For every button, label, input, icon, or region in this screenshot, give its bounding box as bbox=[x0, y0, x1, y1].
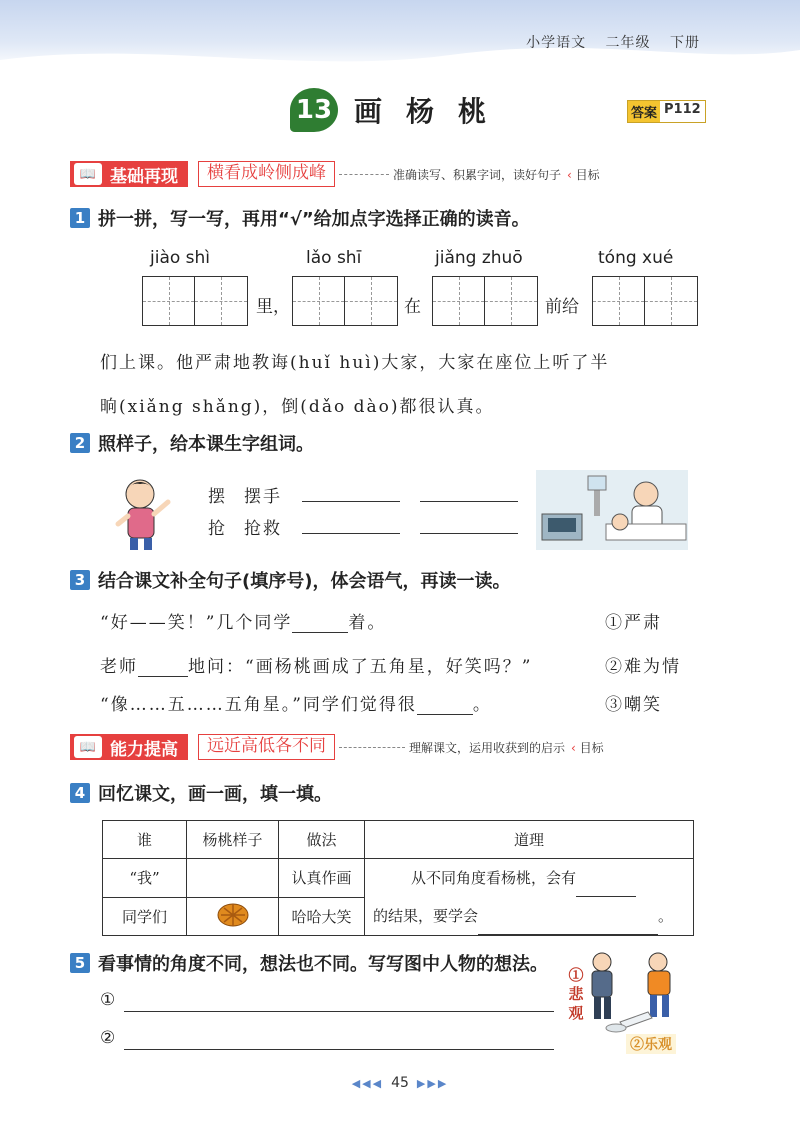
section-advanced-subtitle: 远近高低各不同 bbox=[198, 734, 335, 760]
star-fruit-icon bbox=[213, 899, 253, 929]
writing-grid-2[interactable] bbox=[292, 276, 398, 326]
q5-answer-line[interactable] bbox=[124, 994, 554, 1012]
divider bbox=[339, 174, 389, 175]
optimism-label: ②乐观 bbox=[626, 1034, 676, 1054]
book-icon: 📖 bbox=[74, 736, 102, 758]
question-1-prompt: 拼一拼，写一写，再用“√”给加点字选择正确的读音。 bbox=[98, 209, 530, 230]
goal-tag: ‹ 目标 bbox=[571, 740, 604, 755]
grid-cell[interactable] bbox=[485, 277, 537, 325]
table-cell-who: “我” bbox=[103, 859, 187, 898]
section-basic bbox=[70, 160, 600, 188]
grid-cell[interactable] bbox=[293, 277, 345, 325]
right-arrows-icon: ▶▶▶ bbox=[416, 1077, 449, 1090]
table-cell-who: 同学们 bbox=[103, 897, 187, 936]
q3-sentence-2-end: 地问：“画杨桃画成了五角星，好笑吗？” bbox=[188, 657, 533, 677]
section-advanced-badge bbox=[70, 734, 188, 760]
q2-blank[interactable] bbox=[420, 516, 518, 534]
question-number: 3 bbox=[70, 570, 90, 590]
connector-3: 前给 bbox=[545, 297, 579, 317]
q3-option-1: ①严肃 bbox=[605, 613, 662, 633]
q2-char-1: 摆 bbox=[208, 487, 227, 507]
page-number-footer bbox=[0, 1075, 800, 1091]
section-basic-goal: 准确读写、积累字词，读好句子 bbox=[393, 167, 562, 182]
hospital-illustration bbox=[536, 470, 688, 550]
question-3-prompt: 结合课文补全句子(填序号)，体会语气，再读一读。 bbox=[98, 571, 511, 592]
left-arrows-icon: ◀◀◀ bbox=[351, 1077, 384, 1090]
q3-blank[interactable] bbox=[417, 697, 473, 715]
lesson-number: 13 bbox=[290, 88, 338, 132]
table-header: 谁 bbox=[103, 821, 187, 859]
q3-sentence-3-start: “像……五……五角星。”同学们觉得很 bbox=[100, 695, 417, 715]
book-name: 小学语文 bbox=[526, 35, 587, 51]
grid-cell[interactable] bbox=[345, 277, 397, 325]
connector-1: 里， bbox=[256, 297, 290, 317]
q2-blank[interactable] bbox=[302, 484, 400, 502]
q3-option-2: ②难为情 bbox=[605, 657, 681, 677]
answer-reference bbox=[627, 100, 706, 123]
book-volume: 下册 bbox=[670, 35, 700, 51]
q3-sentence-1-start: “好——笑！”几个同学 bbox=[100, 613, 293, 633]
reason-text-1: 从不同角度看杨桃，会有 bbox=[411, 869, 577, 887]
writing-grid-4[interactable] bbox=[592, 276, 698, 326]
question-number: 5 bbox=[70, 953, 90, 973]
question-2-heading bbox=[70, 430, 314, 456]
table-header: 做法 bbox=[279, 821, 365, 859]
writing-grid-3[interactable] bbox=[432, 276, 538, 326]
section-basic-title: 基础再现 bbox=[110, 166, 178, 187]
q2-example-2: 抢救 bbox=[244, 519, 282, 539]
table-cell-action: 认真作画 bbox=[279, 859, 365, 898]
reason-end: 。 bbox=[658, 907, 674, 925]
connector-2: 在 bbox=[404, 297, 421, 317]
table-cell-reason bbox=[365, 859, 694, 936]
question-2-prompt: 照样子，给本课生字组词。 bbox=[98, 434, 314, 455]
q3-sentence-2 bbox=[100, 652, 532, 677]
q2-char-2: 抢 bbox=[208, 519, 227, 539]
question-4-prompt: 回忆课文，画一画，填一填。 bbox=[98, 784, 332, 805]
question-number: 2 bbox=[70, 433, 90, 453]
section-basic-subtitle: 横看成岭侧成峰 bbox=[198, 161, 335, 187]
goal-tag-label: 目标 bbox=[575, 167, 600, 182]
answer-page: P112 bbox=[660, 101, 705, 122]
pinyin-4: tóng xué bbox=[598, 248, 674, 268]
grid-cell[interactable] bbox=[593, 277, 645, 325]
q3-blank[interactable] bbox=[292, 615, 348, 633]
q5-answer-line[interactable] bbox=[124, 1032, 554, 1050]
q3-sentence-1-end: 着。 bbox=[348, 613, 387, 633]
answer-label: 答案 bbox=[628, 101, 660, 122]
page-number: 45 bbox=[391, 1075, 409, 1091]
grid-cell[interactable] bbox=[645, 277, 697, 325]
question-1-sentence-2: 晌(xiǎng shǎng)，倒(dǎo dào)都很认真。 bbox=[100, 397, 495, 417]
q2-blank[interactable] bbox=[302, 516, 400, 534]
goal-tag: ‹ 目标 bbox=[567, 167, 600, 182]
grid-cell[interactable] bbox=[143, 277, 195, 325]
reason-line-2 bbox=[373, 897, 685, 935]
boy-waving-illustration bbox=[104, 472, 184, 552]
pessimism-label: ①悲观 bbox=[568, 966, 584, 1022]
q2-blank[interactable] bbox=[420, 484, 518, 502]
q3-sentence-3 bbox=[100, 690, 492, 715]
table-cell-drawing[interactable] bbox=[187, 859, 279, 898]
reason-line-1 bbox=[373, 859, 685, 897]
section-advanced-goal: 理解课文，运用收获到的启示 bbox=[409, 740, 566, 755]
question-number: 1 bbox=[70, 208, 90, 228]
q5-line-label-1: ① bbox=[100, 990, 118, 1010]
summary-table bbox=[102, 820, 694, 936]
grid-cell[interactable] bbox=[195, 277, 247, 325]
book-icon: 📖 bbox=[74, 163, 102, 185]
pinyin-2: lǎo shī bbox=[306, 248, 362, 268]
section-advanced-title: 能力提高 bbox=[110, 739, 178, 760]
question-1-heading bbox=[70, 205, 530, 231]
table-header: 杨桃样子 bbox=[187, 821, 279, 859]
q4-blank[interactable] bbox=[478, 917, 658, 935]
question-5-prompt: 看事情的角度不同，想法也不同。写写图中人物的想法。 bbox=[98, 954, 548, 975]
q5-line-label-2: ② bbox=[100, 1028, 118, 1048]
question-3-heading bbox=[70, 567, 510, 593]
writing-grid-1[interactable] bbox=[142, 276, 248, 326]
q3-sentence-3-end: 。 bbox=[472, 695, 492, 715]
q2-example-1: 摆手 bbox=[244, 487, 282, 507]
question-5-heading bbox=[70, 950, 548, 976]
lesson-title: 画杨桃 bbox=[354, 95, 511, 128]
goal-tag-label: 目标 bbox=[579, 740, 604, 755]
pinyin-1: jiào shì bbox=[150, 248, 211, 268]
table-header-row bbox=[103, 821, 694, 859]
lesson-title-area bbox=[290, 88, 510, 132]
q4-blank[interactable] bbox=[576, 879, 636, 897]
table-cell-action: 哈哈大笑 bbox=[279, 897, 365, 936]
q3-sentence-1 bbox=[100, 608, 386, 633]
section-advanced bbox=[70, 733, 604, 761]
q3-sentence-2-start: 老师 bbox=[100, 657, 138, 677]
question-1-sentence-1: 们上课。他严肃地教诲(huǐ huì)大家，大家在座位上听了半 bbox=[100, 353, 610, 373]
question-4-heading bbox=[70, 780, 332, 806]
book-info bbox=[512, 32, 700, 52]
section-basic-badge bbox=[70, 161, 188, 187]
grid-cell[interactable] bbox=[433, 277, 485, 325]
question-number: 4 bbox=[70, 783, 90, 803]
table-cell-drawing bbox=[187, 897, 279, 936]
pinyin-3: jiǎng zhuō bbox=[435, 248, 523, 268]
book-grade: 二年级 bbox=[605, 35, 651, 51]
q3-option-3: ③嘲笑 bbox=[605, 695, 662, 715]
table-row bbox=[103, 859, 694, 898]
q3-blank[interactable] bbox=[138, 659, 188, 677]
divider bbox=[339, 747, 405, 748]
reason-text-2: 的结果，要学会 bbox=[373, 907, 479, 925]
table-header: 道理 bbox=[365, 821, 694, 859]
